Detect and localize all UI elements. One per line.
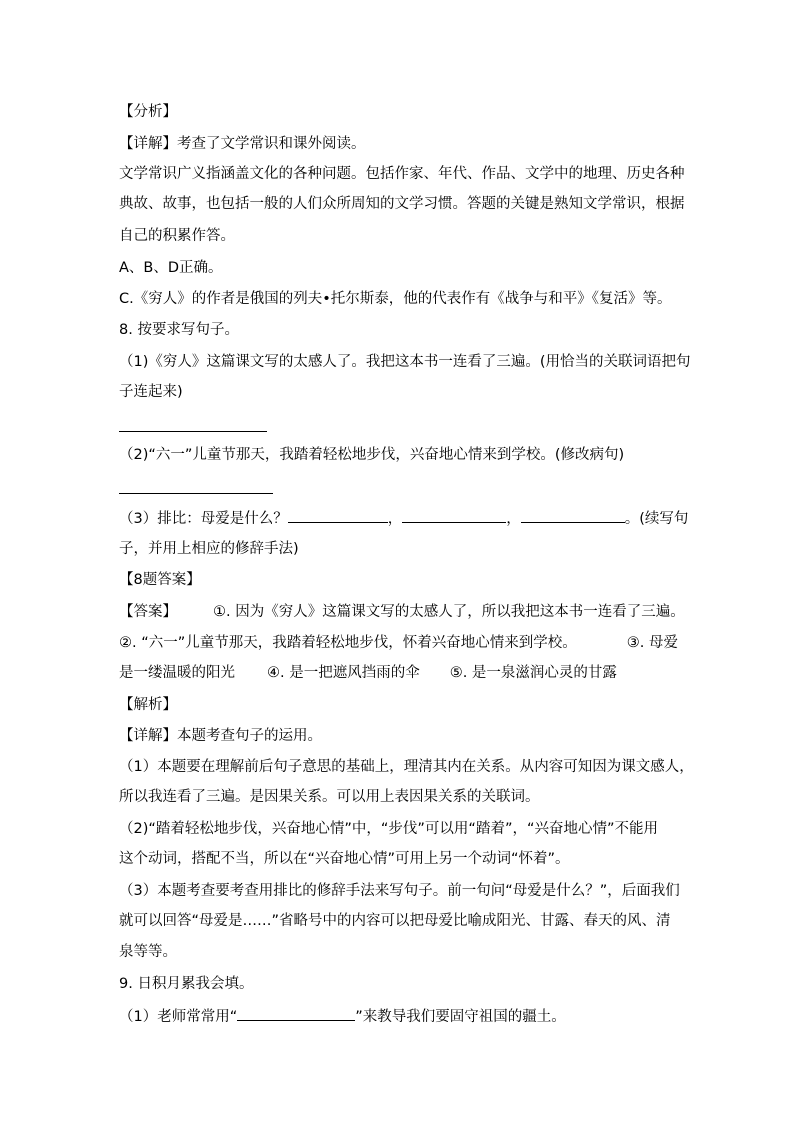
q8-jiexi-heading: 【解析】 (119, 697, 177, 713)
q8-sub3 (119, 508, 689, 529)
q7-c: C.《穷人》的作者是俄国的列夫•托尔斯泰，他的代表作有《战争与和平》《复活》等。 (119, 291, 672, 307)
q8-sub3-cont: 子，并用上相应的修辞手法) (119, 541, 299, 557)
q8-explain: （1）本题要在理解前后句子意思的基础上，理清其内在关系。从内容可知因为课文感人， (119, 759, 694, 775)
separator: ， (506, 511, 521, 527)
q8-answer-line: 【答案】 ①. 因为《穷人》这篇课文写的太感人了，所以我把这本书一连看了三遍。 (119, 604, 685, 620)
blank (402, 508, 506, 523)
q8-explain: 就可以回答“母爱是……”省略号中的内容可以把母爱比喻成阳光、甘露、春天的风、清 (119, 913, 671, 929)
separator: ， (387, 511, 403, 527)
blank (237, 1006, 355, 1021)
answer-line (119, 493, 273, 494)
q8-answer-heading: 【8题答案】 (119, 572, 201, 588)
q9-title: 9. 日积月累我会填。 (119, 976, 254, 992)
q8-detail: 【详解】本题考查句子的运用。 (119, 728, 322, 744)
q8-title: 8. 按要求写句子。 (119, 322, 239, 338)
q8-explain: （2)“踏着轻松地步伐，兴奋地心情”中，“步伐”可以用“踏着”，“兴奋地心情”不能用 (119, 821, 658, 837)
q8-explain: 泉等等。 (119, 944, 177, 960)
q8-answer-line: 是一缕温暖的阳光 ④. 是一把遮风挡雨的伞 ⑤. 是一泉滋润心灵的甘露 (119, 665, 617, 681)
q8-sub1: 子连起来) (119, 384, 183, 400)
blank (521, 508, 625, 523)
q9-sub1: （1）老师常常用“ ”来教导我们要固守祖国的疆土。 (119, 1006, 679, 1027)
q8-sub3-suffix: 。(续写句 (624, 511, 689, 527)
analysis-heading: 【分析】 (119, 104, 177, 120)
q8-explain: 所以我连看了三遍。是因果关系。可以用上表因果关系的关联词。 (119, 789, 540, 805)
blank (288, 508, 388, 523)
q7-abd: A、B、D正确。 (119, 260, 223, 276)
q8-sub1: （1)《穷人》这篇课文写的太感人了。我把这本书一连看了三遍。(用恰当的关联词语把句 (119, 354, 691, 370)
q8-sub2: （2)“六一”儿童节那天，我踏着轻松地步伐，兴奋地心情来到学校。(修改病句) (119, 447, 625, 463)
q7-para-line: 典故、故事，也包括一般的人们众所周知的文学习惯。答题的关键是熟知文学常识，根据 (119, 196, 685, 212)
q8-explain: （3）本题考查要考查用排比的修辞手法来写句子。前一句问“母爱是什么？”，后面我们 (119, 883, 680, 899)
q7-para-line: 自己的积累作答。 (119, 228, 235, 244)
q7-detail: 【详解】考查了文学常识和课外阅读。 (119, 136, 366, 152)
answer-line (119, 431, 267, 432)
q8-explain: 这个动词，搭配不当，所以在“兴奋地心情”可用上另一个动词“怀着”。 (119, 851, 570, 867)
q8-answer-line: ②. “六一”儿童节那天，我踏着轻松地步伐，怀着兴奋地心情来到学校。 ③. 母爱 (119, 635, 678, 651)
q8-sub3-prefix: （3）排比：母爱是什么？ (119, 511, 288, 527)
q7-para-line: 文学常识广义指涵盖文化的各种问题。包括作家、年代、作品、文学中的地理、历史各种 (119, 166, 685, 182)
